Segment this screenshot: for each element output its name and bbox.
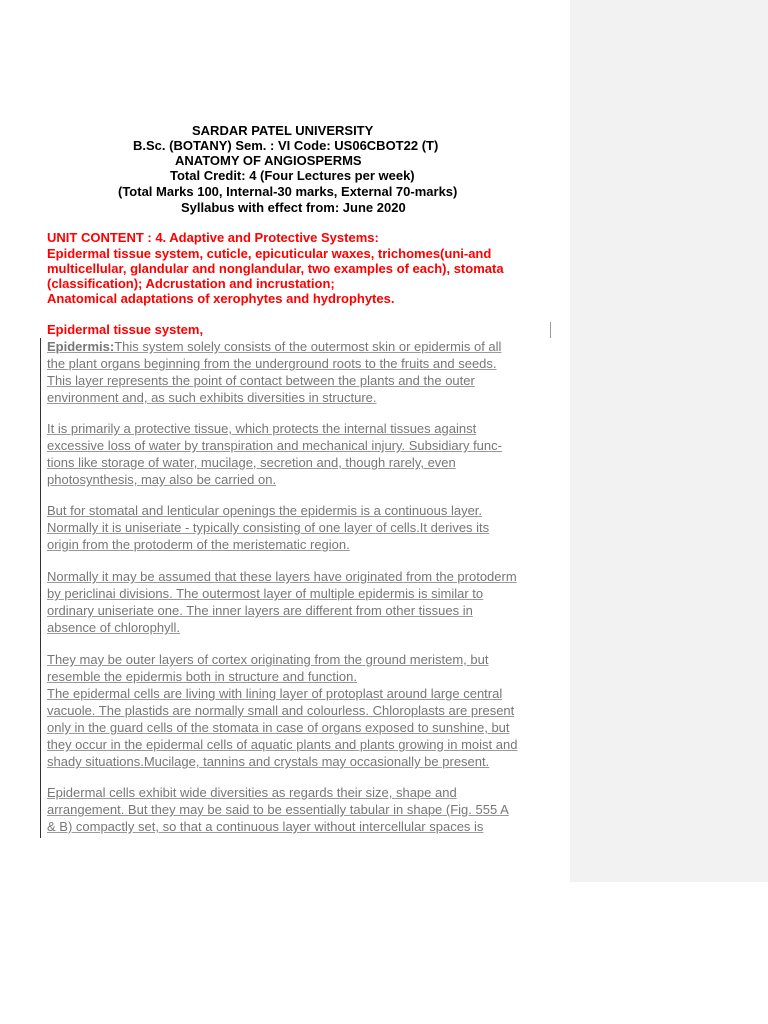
paragraph-line: ordinary uniseriate one. The inner layers are different from other tissues in: [47, 603, 473, 618]
paragraph-line: arrangement. But they may be said to be essentially tabular in shape (Fig. 555 A: [47, 802, 509, 817]
credit-info: Total Credit: 4 (Four Lectures per week): [170, 168, 415, 183]
paragraph-line: Normally it is uniseriate - typically consisting of one layer of cells.It derives its: [47, 520, 490, 535]
section-heading: Epidermal tissue system,: [47, 322, 204, 337]
paragraph-line: they occur in the epidermal cells of aquatic plants and plants growing in moist and: [47, 737, 518, 752]
unit-content-line: Anatomical adaptations of xerophytes and hydrophytes.: [47, 291, 395, 306]
paragraph-line: They may be outer layers of cortex originating from the ground meristem, but: [47, 652, 489, 667]
paragraph-line: resemble the epidermis both in structure and function.: [47, 669, 358, 684]
paragraph-line: vacuole. The plastids are normally small and colourless. Chloroplasts are present: [47, 703, 515, 718]
margin-marker: [550, 322, 551, 338]
unit-content-line: (classification); Adcrustation and incrustation;: [47, 276, 335, 291]
paragraph-line: only in the guard cells of the stomata in case of organs exposed to sunshine, but: [47, 720, 510, 735]
paragraph-line: The epidermal cells are living with lining layer of protoplast around large central: [47, 686, 503, 701]
paragraph-line: It is primarily a protective tissue, which protects the internal tissues against: [47, 421, 477, 436]
paragraph-line: & B) compactly set, so that a continuous layer without intercellular spaces is: [47, 819, 484, 834]
paragraph-line: Normally it may be assumed that these layers have originated from the protoderm: [47, 569, 517, 584]
unit-content-title: UNIT CONTENT : 4. Adaptive and Protective Systems:: [47, 230, 379, 245]
comment-sidebar: [570, 0, 768, 882]
paragraph-line: Epidermal cells exhibit wide diversities as regards their size, shape and: [47, 785, 457, 800]
unit-content-line: multicellular, glandular and nonglandular, two examples of each), stomata: [47, 261, 504, 276]
course-code: B.Sc. (BOTANY) Sem. : VI Code: US06CBOT22 (T): [133, 138, 439, 153]
university-name: SARDAR PATEL UNIVERSITY: [192, 123, 374, 138]
syllabus-date: Syllabus with effect from: June 2020: [181, 200, 406, 215]
paragraph-line: the plant organs beginning from the underground roots to the fruits and seeds.: [47, 356, 497, 371]
paragraph-line: shady situations.Mucilage, tannins and crystals may occasionally be present.: [47, 754, 490, 769]
unit-content-line: Epidermal tissue system, cuticle, epicuticular waxes, trichomes(uni-and: [47, 246, 492, 261]
paragraph-line: This layer represents the point of contact between the plants and the outer: [47, 373, 475, 388]
paragraph-line: environment and, as such exhibits diversities in structure.: [47, 390, 377, 405]
paragraph-line: tions like storage of water, mucilage, secretion and, though rarely, even: [47, 455, 456, 470]
paragraph-line: origin from the protoderm of the meristematic region.: [47, 537, 350, 552]
paragraph-line: excessive loss of water by transpiration and mechanical injury. Subsidiary func-: [47, 438, 502, 453]
marks-info: (Total Marks 100, Internal-30 marks, External 70-marks): [118, 184, 458, 199]
paragraph-line: by periclinai divisions. The outermost layer of multiple epidermis is similar to: [47, 586, 484, 601]
paragraph-line: photosynthesis, may also be carried on.: [47, 472, 277, 487]
paragraph-line: absence of chlorophyll.: [47, 620, 180, 635]
subject-title: ANATOMY OF ANGIOSPERMS: [175, 153, 362, 168]
paragraph-line: Epidermis:This system solely consists of the outermost skin or epidermis of all: [47, 339, 502, 354]
paragraph-line: But for stomatal and lenticular openings the epidermis is a continuous layer.: [47, 503, 483, 518]
change-bar: [40, 338, 41, 838]
epidermis-term: Epidermis:: [47, 339, 115, 354]
